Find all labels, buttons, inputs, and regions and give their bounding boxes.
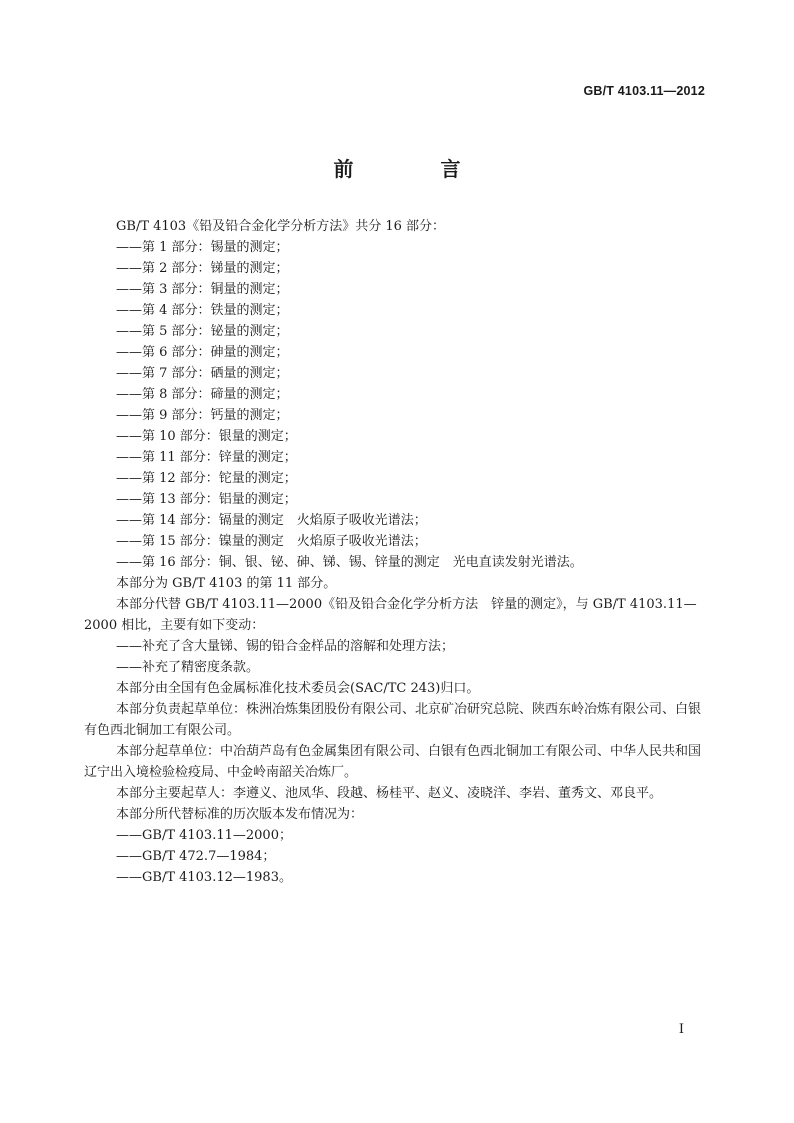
history-intro-line: 本部分所代替标准的历次版本发布情况为： [116,807,364,822]
foreword-body [84,216,706,888]
part-item: ——第 12 部分：铊量的测定； [116,471,297,486]
part-item: ——第 8 部分：碲量的测定； [116,387,289,402]
part-item: ——第 13 部分：铝量的测定； [116,492,297,507]
this-part-line: 本部分为 GB/T 4103 的第 11 部分。 [116,576,337,591]
part-item: ——第 2 部分：锑量的测定； [116,261,289,276]
proposed-line: 本部分由全国有色金属标准化技术委员会(SAC/TC 243)归口。 [116,681,480,696]
history-item: ——GB/T 472.7—1984； [116,849,276,864]
part-item: ——第 1 部分：锡量的测定； [116,240,289,255]
change-item: ——补充了含大量锑、锡的铅合金样品的溶解和处理方法； [116,639,455,654]
part-item: ——第 3 部分：铜量的测定； [116,282,289,297]
intro-line: GB/T 4103《铅及铅合金化学分析方法》共分 16 部分： [116,219,446,234]
history-item: ——GB/T 4103.12—1983。 [116,870,292,885]
part-item: ——第 7 部分：硒量的测定； [116,366,289,381]
part-item: ——第 11 部分：锌量的测定； [116,450,297,465]
drafting-units-paragraph: 本部分起草单位：中冶葫芦岛有色金属集团有限公司、白银有色西北铜加工有限公司、中华人民共和国辽宁出入境检验检疫局、中金岭南韶关冶炼厂。 [84,744,702,780]
part-item: ——第 9 部分：钙量的测定； [116,408,289,423]
responsible-units-paragraph: 本部分负责起草单位：株洲冶炼集团股份有限公司、北京矿冶研究总院、陕西东岭冶炼有限公司、白银有色西北铜加工有限公司。 [84,702,702,738]
part-item: ——第 14 部分：镉量的测定 火焰原子吸收光谱法； [116,513,427,528]
drafters-line: 本部分主要起草人：李遵义、池凤华、段越、杨桂平、赵义、凌晓洋、李岩、董秀文、邓良平。 [116,786,663,801]
page-number: I [678,1022,684,1037]
part-item: ——第 4 部分：铁量的测定； [116,303,289,318]
part-item: ——第 16 部分：铜、银、铋、砷、锑、锡、锌量的测定 光电直读发射光谱法。 [116,555,583,570]
part-item: ——第 6 部分：砷量的测定； [116,345,289,360]
part-item: ——第 10 部分：银量的测定； [116,429,297,444]
history-item: ——GB/T 4103.11—2000； [116,828,292,843]
part-item: ——第 5 部分：铋量的测定； [116,324,289,339]
change-item: ——补充了精密度条款。 [116,660,260,675]
replaces-paragraph: 本部分代替 GB/T 4103.11—2000《铅及铅合金化学分析方法 锌量的测定》，与 GB/T 4103.11—2000 相比，主要有如下变动： [84,597,697,633]
page-title: 前 言 [333,157,501,181]
part-item: ——第 15 部分：镍量的测定 火焰原子吸收光谱法； [116,534,427,549]
standard-number: GB/T 4103.11—2012 [583,84,705,98]
